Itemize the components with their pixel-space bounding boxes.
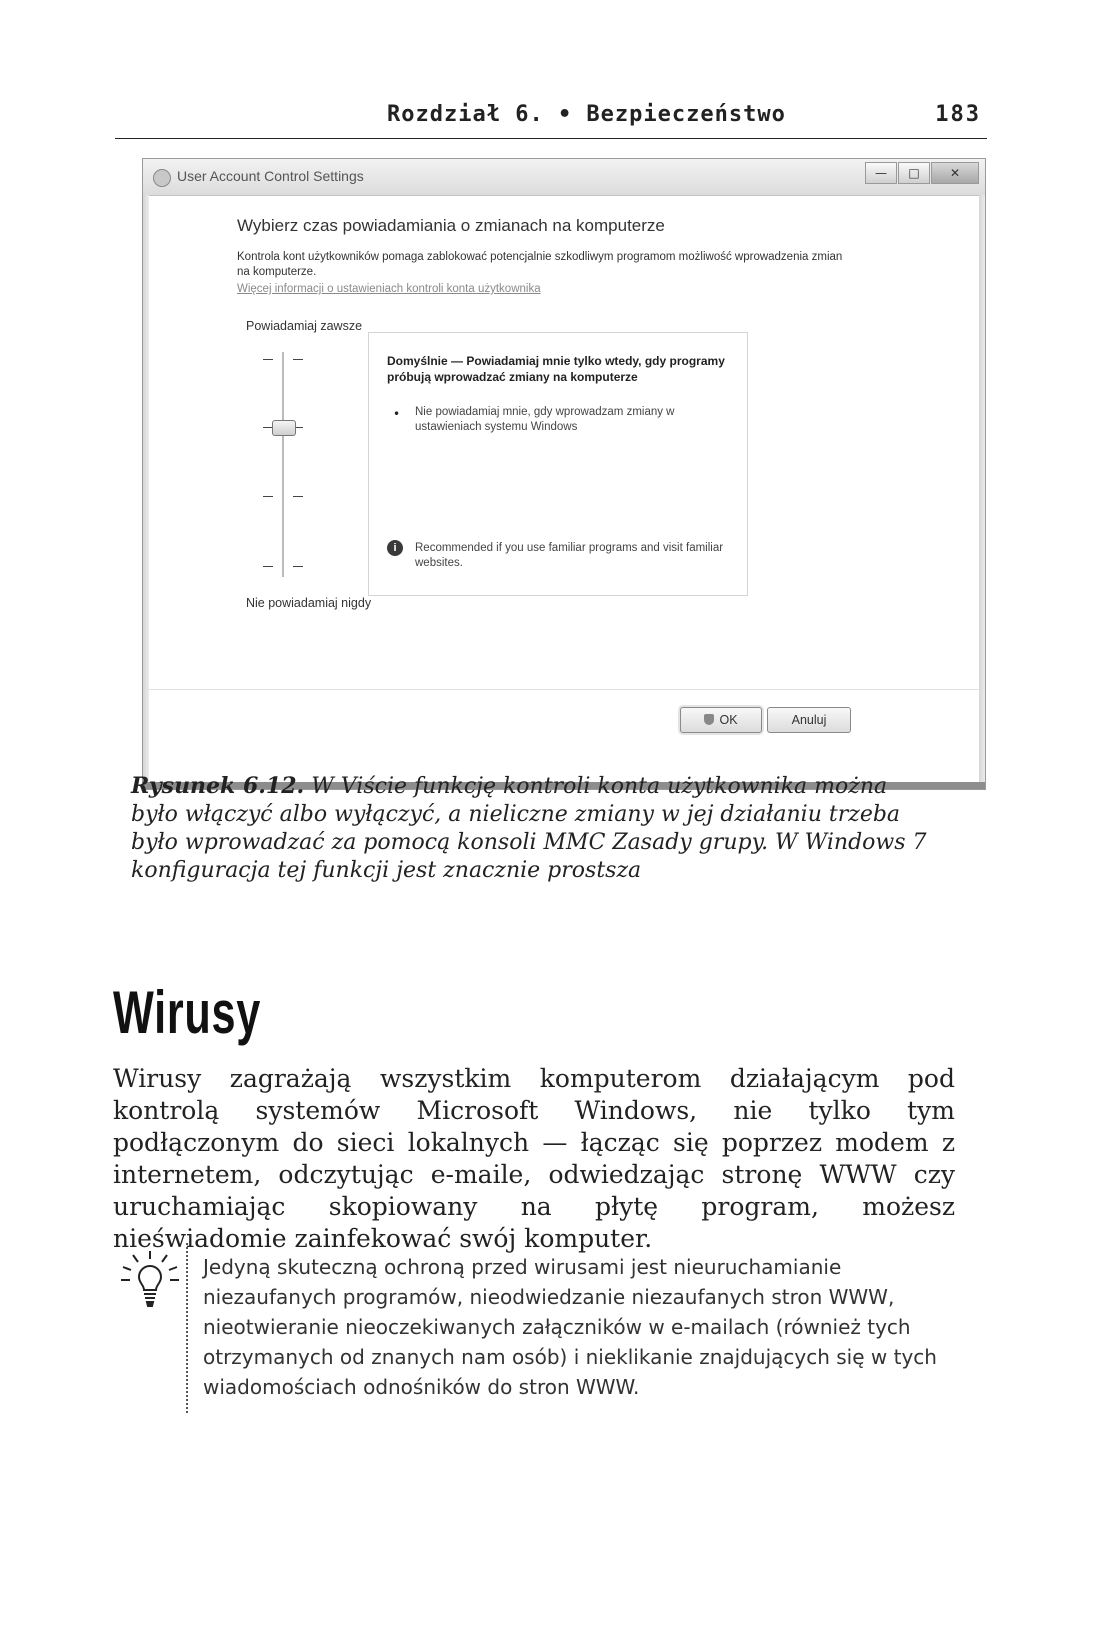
slider-tick <box>263 359 273 360</box>
section-heading: Wirusy <box>113 979 261 1046</box>
uac-shield-icon <box>153 169 171 187</box>
notification-slider-track[interactable] <box>282 352 284 577</box>
dialog-heading: Wybierz czas powiadamiania o zmianach na komputerze <box>237 216 665 235</box>
dialog-description: Kontrola kont użytkowników pomaga zablokować potencjalnie szkodliwym programom możliwość wprowadzenia zmian na komputerze. <box>237 251 843 278</box>
window-frame-left <box>143 195 149 788</box>
maximize-button[interactable]: □ <box>898 162 930 184</box>
close-button[interactable]: ✕ <box>931 162 979 184</box>
slider-tick <box>293 496 303 497</box>
running-head <box>115 98 987 139</box>
info-icon: i <box>387 540 403 556</box>
slider-tick <box>263 496 273 497</box>
cancel-button[interactable]: Anuluj <box>767 707 851 733</box>
level-bullet: Nie powiadamiaj mnie, gdy wprowadzam zmiany w ustawieniach systemu Windows <box>415 406 675 433</box>
slider-thumb[interactable] <box>272 420 296 436</box>
ok-label: OK <box>719 713 738 727</box>
footer-divider <box>149 689 979 690</box>
figure-label: Rysunek 6.12. <box>131 773 305 799</box>
minimize-button[interactable]: — <box>865 162 897 184</box>
level-title: Domyślnie — Powiadamiaj mnie tylko wtedy, gdy programy próbują wprowadzać zmiany na komputerze <box>387 354 725 384</box>
ok-button[interactable] <box>680 707 762 733</box>
more-info-link[interactable]: Więcej informacji o ustawieniach kontroli konta użytkownika <box>237 283 541 295</box>
tip-divider <box>186 1243 188 1413</box>
figure-caption-text: W Viście funkcję kontroli konta użytkownika można było włączyć albo wyłączyć, a nieliczne zmiany w jej działaniu trzeba było wprowadzać za pomocą konsoli MMC Zasady grupy. W Windows 7 konfiguracja tej funkcji jest znacznie prostsza <box>131 774 927 883</box>
figure-caption <box>131 772 931 885</box>
uac-shield-icon <box>704 714 714 725</box>
level-description-panel <box>368 332 748 596</box>
lightbulb-icon <box>117 1249 183 1309</box>
page-number: 183 <box>935 102 981 127</box>
slider-tick <box>293 359 303 360</box>
slider-tick <box>263 566 273 567</box>
tip-text: Jedyną skuteczną ochroną przed wirusami jest nieuruchamianie niezaufanych programów, nieodwiedzanie niezaufanych stron WWW, nieotwieranie nieoczekiwanych załączników w e-mailach (również tych otrzymanych od znanych nam osób) i nieklikanie znajdujących się w tych wiadomościach odnośników do stron WWW. <box>203 1255 937 1399</box>
chapter-title: Rozdział 6. • Bezpieczeństwo <box>387 102 786 127</box>
slider-tick <box>293 566 303 567</box>
window-controls <box>864 162 979 184</box>
title-bar <box>143 159 985 196</box>
bullet-icon: • <box>393 407 401 421</box>
slider-top-label: Powiadamiaj zawsze <box>246 319 363 333</box>
body-paragraph: Wirusy zagrażają wszystkim komputerom działającym pod kontrolą systemów Microsoft Windows, nie tylko tym podłączonym do sieci lokalnych — łącząc się poprzez modem z internetem, odczytując e-maile, odwiedzając stronę WWW czy uruchamiając skopiowany na płytę program, możesz nieświadomie zainfekować swój komputer. <box>113 1064 955 1253</box>
window-frame-right <box>979 195 985 788</box>
slider-bottom-label: Nie powiadamiaj nigdy <box>246 596 372 610</box>
uac-settings-dialog-screenshot <box>142 158 986 790</box>
window-title: User Account Control Settings <box>177 168 364 184</box>
level-recommendation: Recommended if you use familiar programs and visit familiar websites. <box>415 542 724 569</box>
